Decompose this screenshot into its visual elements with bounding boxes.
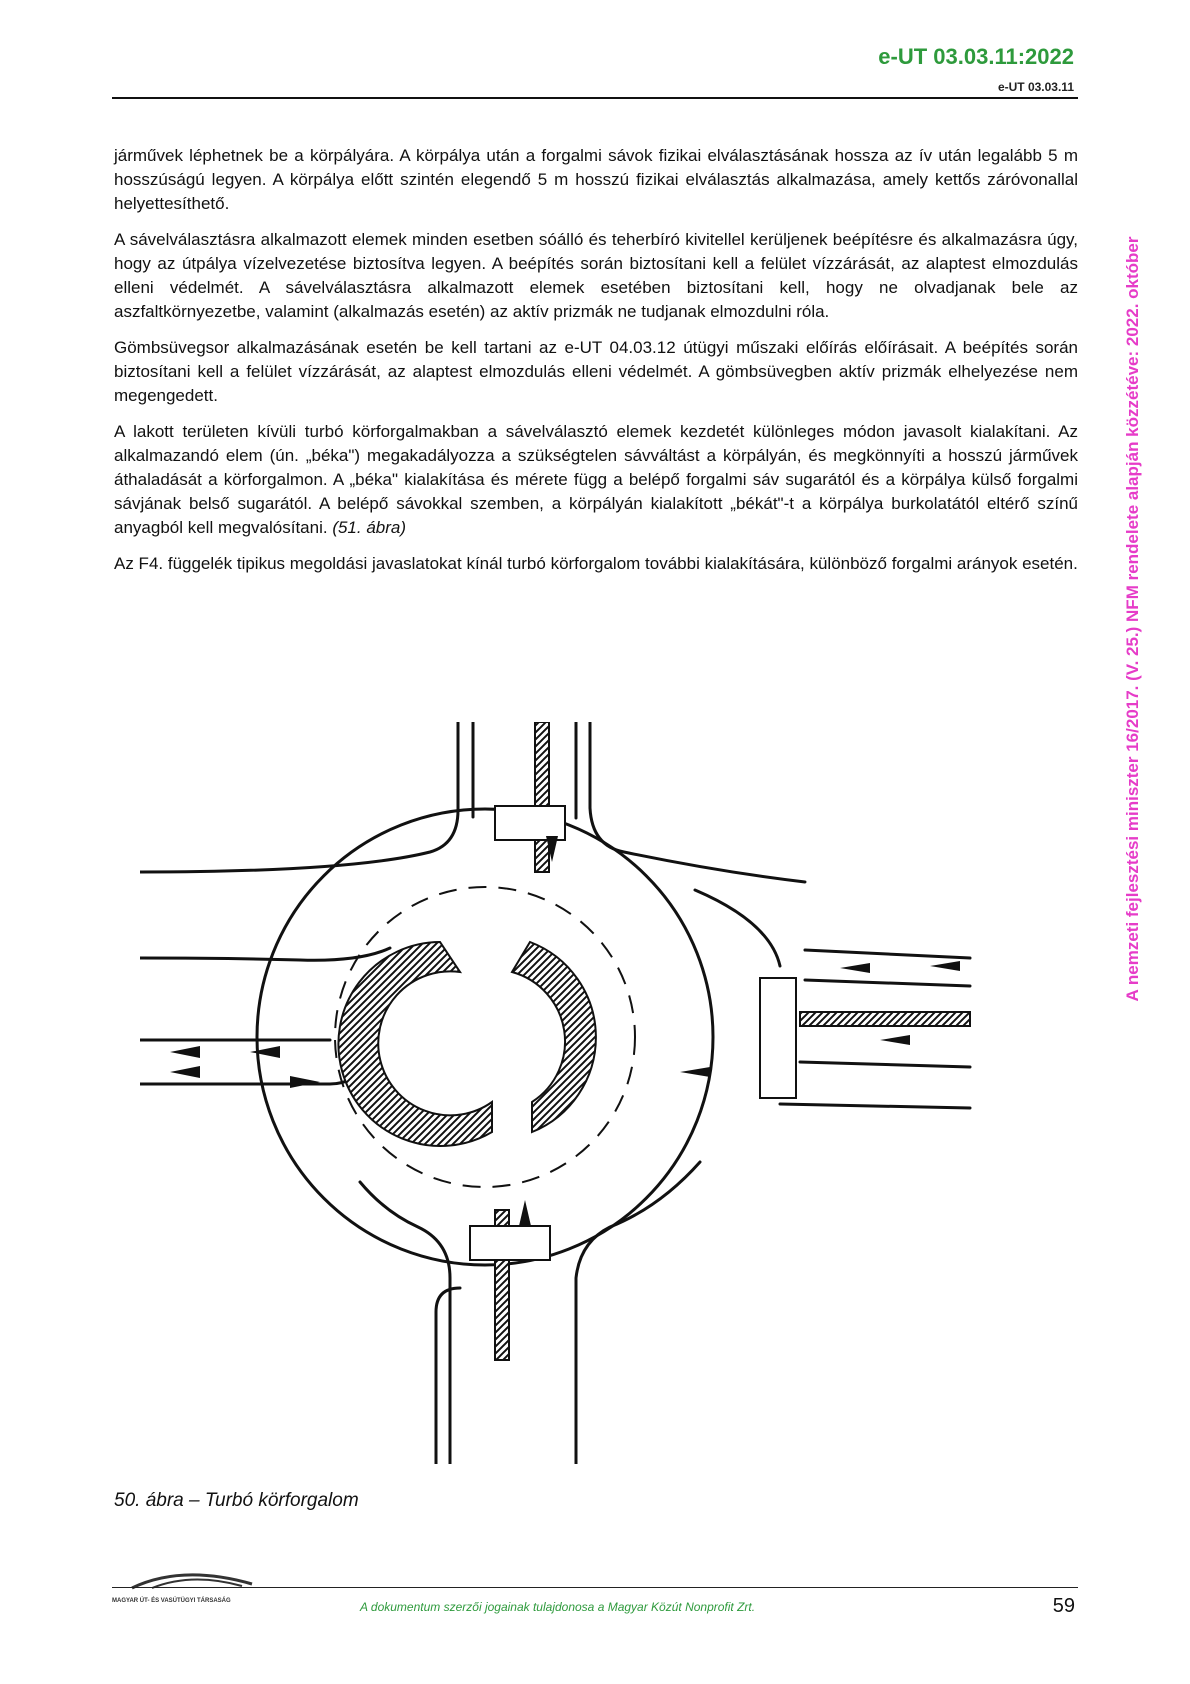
north-crosswalk: [495, 806, 565, 840]
header-rule: [112, 97, 1078, 99]
lane-arrow: [680, 1067, 710, 1077]
central-island-right: [512, 942, 596, 1132]
west-road-edge-top: [140, 948, 390, 960]
body-text: [114, 144, 1078, 588]
document-subcode: e-UT 03.03.11: [997, 80, 1074, 94]
east-road-edge-bottom: [780, 1104, 970, 1108]
central-island-left: [338, 942, 492, 1146]
paragraph-4: [114, 420, 1078, 540]
east-crosswalk: [760, 978, 796, 1098]
paragraph-3: Gömbsüvegsor alkalmazásának esetén be kell tartani az e-UT 04.03.12 útügyi műszaki előírás előírásait. A beépítés során biztosítani kell a felület vízzárását, az alaptest elmozdulás elleni védelmét. A gömbsüvegben aktív prizmák elhelyezése nem megengedett.: [114, 338, 1078, 405]
north-road-edge-right: [590, 722, 805, 882]
east-road-edge-upper: [805, 980, 970, 986]
document-code: e-UT 03.03.11:2022: [878, 44, 1074, 69]
lane-arrow: [519, 1200, 531, 1226]
paragraph-5: Az F4. függelék tipikus megoldási javaslatokat kínál turbó körforgalom további kialakítására, különböző forgalmi arányok esetén.: [114, 554, 1078, 573]
lane-arrow: [290, 1076, 320, 1088]
roundabout-outer-edge: [257, 809, 713, 1265]
west-road-edge-bottom: [140, 1062, 368, 1084]
lane-arrow: [840, 963, 870, 973]
lane-arrow: [880, 1035, 910, 1045]
south-crosswalk: [470, 1226, 550, 1260]
east-road-edge-top: [805, 950, 970, 958]
east-road-edge-mid: [800, 1062, 970, 1067]
publication-note-text: A nemzeti fejlesztési miniszter 16/2017. (V. 25.) NFM rendelete alapján közzétéve: 2022. október: [1123, 236, 1142, 1002]
lane-arrow: [930, 961, 960, 971]
lane-arrow: [170, 1066, 200, 1078]
north-divider: [535, 722, 549, 872]
east-divider: [800, 1012, 970, 1026]
east-connector: [695, 890, 780, 966]
turbo-roundabout-figure: [140, 722, 1070, 1464]
copyright-notice: A dokumentum szerzői jogainak tulajdonosa a Magyar Közút Nonprofit Zrt.: [360, 1600, 756, 1614]
paragraph-1: járművek léphetnek be a körpályára. A körpálya után a forgalmi sávok fizikai elválasztásának hossza az ív után legalább 5 m hosszúságú legyen. A körpálya előtt szintén elegendő 5 m hosszú fizikai elválasztás alkalmazása, amely kettős záróvonallal helyettesíthető.: [114, 146, 1078, 213]
footer-rule: [112, 1587, 1078, 1588]
lane-arrow: [170, 1046, 200, 1058]
publication-note: [1117, 160, 1149, 1078]
paragraph-2: A sávelválasztásra alkalmazott elemek minden esetben sóálló és teherbíró kivitellel kerüljenek beépítésre és alkalmazásra úgy, hogy az útpálya vízelvezetése biztosítva legyen. A beépítés során biztosítani kell a felület vízzárását, az alaptest elmozdulás elleni védelmét. A sávelválasztásra alkalmazott elemek esetében biztosítani kell, hogy ne olvadjanak bele az aszfaltkörnyezetbe, valamint (alkalmazás esetén) az aktív prizmák ne tudjanak elmozdulni róla.: [114, 230, 1078, 321]
logo-wordmark: MAGYAR ÚT- ÉS VASÚTÜGYI TÁRSASÁG: [112, 1598, 231, 1604]
figure-caption: 50. ábra – Turbó körforgalom: [114, 1490, 359, 1511]
lane-arrow: [250, 1046, 280, 1058]
page-number: 59: [1052, 1595, 1075, 1617]
north-road-edge-left: [140, 722, 458, 872]
south-road-edge-inner: [436, 1288, 460, 1464]
figure-reference: (51. ábra): [332, 518, 407, 537]
paragraph-4-text: A lakott területen kívüli turbó körforgalmakban a sávelválasztó elemek kezdetét különleges módon javasolt kialakítani. Az alkalmazandó elem (ún. „béka") megakadályozza a szükségtelen sávváltást a körpályán, és megkönnyíti a hosszú járművek áthaladását a körforgalmon. A „béka" kialakítása és mérete függ a belépő forgalmi sáv sugarától és a körpálya külső forgalmi sávjának belső sugarától. A belépő sávokkal szemben, a körpályán kialakított „békát"-t a körpálya burkolatától eltérő színű anyagból kell megvalósítani.: [114, 422, 1078, 537]
